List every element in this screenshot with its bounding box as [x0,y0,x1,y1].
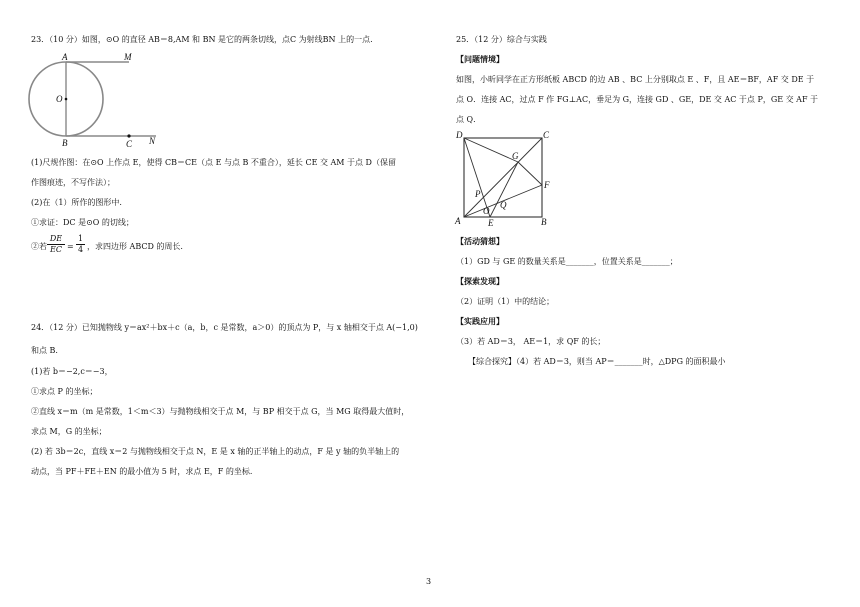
q25-heading-practice: 【实践应用】 [456,316,504,326]
label-o: O [483,206,490,216]
q24-line4: ①求点 P 的坐标； [31,387,98,396]
label-g: G [512,151,519,161]
q23-line1: 23．（10 分）如图，⊙O 的直径 AB＝8,AM 和 BN 是它的两条切线，点C 为射线BN 上的一点. [31,35,373,44]
label-n: N [149,136,156,146]
page-number: 3 [426,577,432,586]
segment-gd [464,138,518,162]
label-f: F [544,180,550,190]
segment-fg [518,162,542,185]
q23-line3: 作图痕迹，不写作法）； [31,178,115,187]
label-o: O [56,94,63,104]
q23-line6-post: ，求四边形 ABCD 的周长. [87,242,183,251]
q25-para3: 点 Q． [456,115,482,124]
q25-heading-situation: 【问题情境】 [456,54,504,64]
q23-line2: (1)尺规作图：在⊙O 上作点 E，使得 CB＝CE（点 E 与点 B 不重合），延长 CE 交 AM 于点 D（保留 [31,158,396,167]
label-m: M [124,52,132,62]
q25-sub2: （2）证明（1）中的结论； [456,297,555,306]
label-c: C [543,130,550,140]
q24-line1: 24．（12 分）已知抛物线 y＝ax²＋bx＋c（a，b，c 是常数，a＞0）的顶点为 P，与 x 轴相交于点 A(−1,0) [31,323,418,332]
q23-line6-pre: ②若 [31,242,47,251]
label-b: B [541,217,547,227]
q24-line8: 动点，当 PF＋FE＋EN 的最小值为 5 时，求点 E，F 的坐标. [31,467,253,476]
label-b: B [62,138,68,148]
q25-sub4: 【综合探究】（4）若 AD＝3，则当 AP＝_______时，△DPG 的面积最小 [468,357,726,366]
q23-figure [26,52,176,147]
frac-denominator: EC [50,245,62,254]
label-e: E [488,218,494,228]
q25-heading-conjecture: 【活动猜想】 [456,236,504,246]
q25-para2: 点 O．连接 AC，过点 F 作 FG⊥AC，垂足为 G，连接 GD 、GE，DE 交 AC 于点 P，GE 交 AF 于 [456,95,819,104]
fraction-one-quarter [76,234,85,255]
q24-line7: (2) 若 3b＝2c，直线 x＝2 与抛物线相交于点 N，E 是 x 轴的正半轴上的动点，F 是 y 轴的负半轴上的 [31,447,400,456]
q23-line4: (2)在（1）所作的图形中. [31,198,122,207]
q25-figure [455,128,565,228]
q24-line5: ②直线 x＝m（m 是常数，1＜m＜3）与抛物线相交于点 M，与 BP 相交于点 G，当 MG 取得最大值时， [31,407,410,416]
frac-numerator: DE [47,234,65,245]
q25-title: 25．（12 分）综合与实践 [456,35,547,44]
label-p: P [475,189,481,199]
val-denominator: 4 [77,245,84,254]
label-a: A [455,216,461,226]
fraction-de-ec [47,234,65,255]
point-c-dot [127,134,130,137]
label-q: Q [500,200,507,210]
q25-sub1: （1）GD 与 GE 的数量关系是_______，位置关系是_______； [456,257,678,266]
center-dot [65,98,68,101]
frac-equals: = [67,242,74,251]
q23-line5: ①求证：DC 是⊙O 的切线； [31,218,134,227]
label-d: D [456,130,463,140]
q25-heading-explore: 【探索发现】 [456,276,504,286]
val-numerator: 1 [77,234,84,243]
label-a: A [62,52,68,62]
q24-line3: (1)若 b＝−2,c＝−3， [31,367,113,376]
q24-line2: 和点 B. [31,346,58,355]
q25-para1: 如图，小昕同学在正方形纸板 ABCD 的边 AB 、BC 上分别取点 E 、F，且 AE＝BF，AF 交 DE 于 [456,75,815,84]
label-c: C [126,139,133,149]
q25-sub3: （3）若 AD＝3， AE＝1，求 QF 的长； [456,337,606,346]
q24-line6: 求点 M，G 的坐标； [31,427,107,436]
